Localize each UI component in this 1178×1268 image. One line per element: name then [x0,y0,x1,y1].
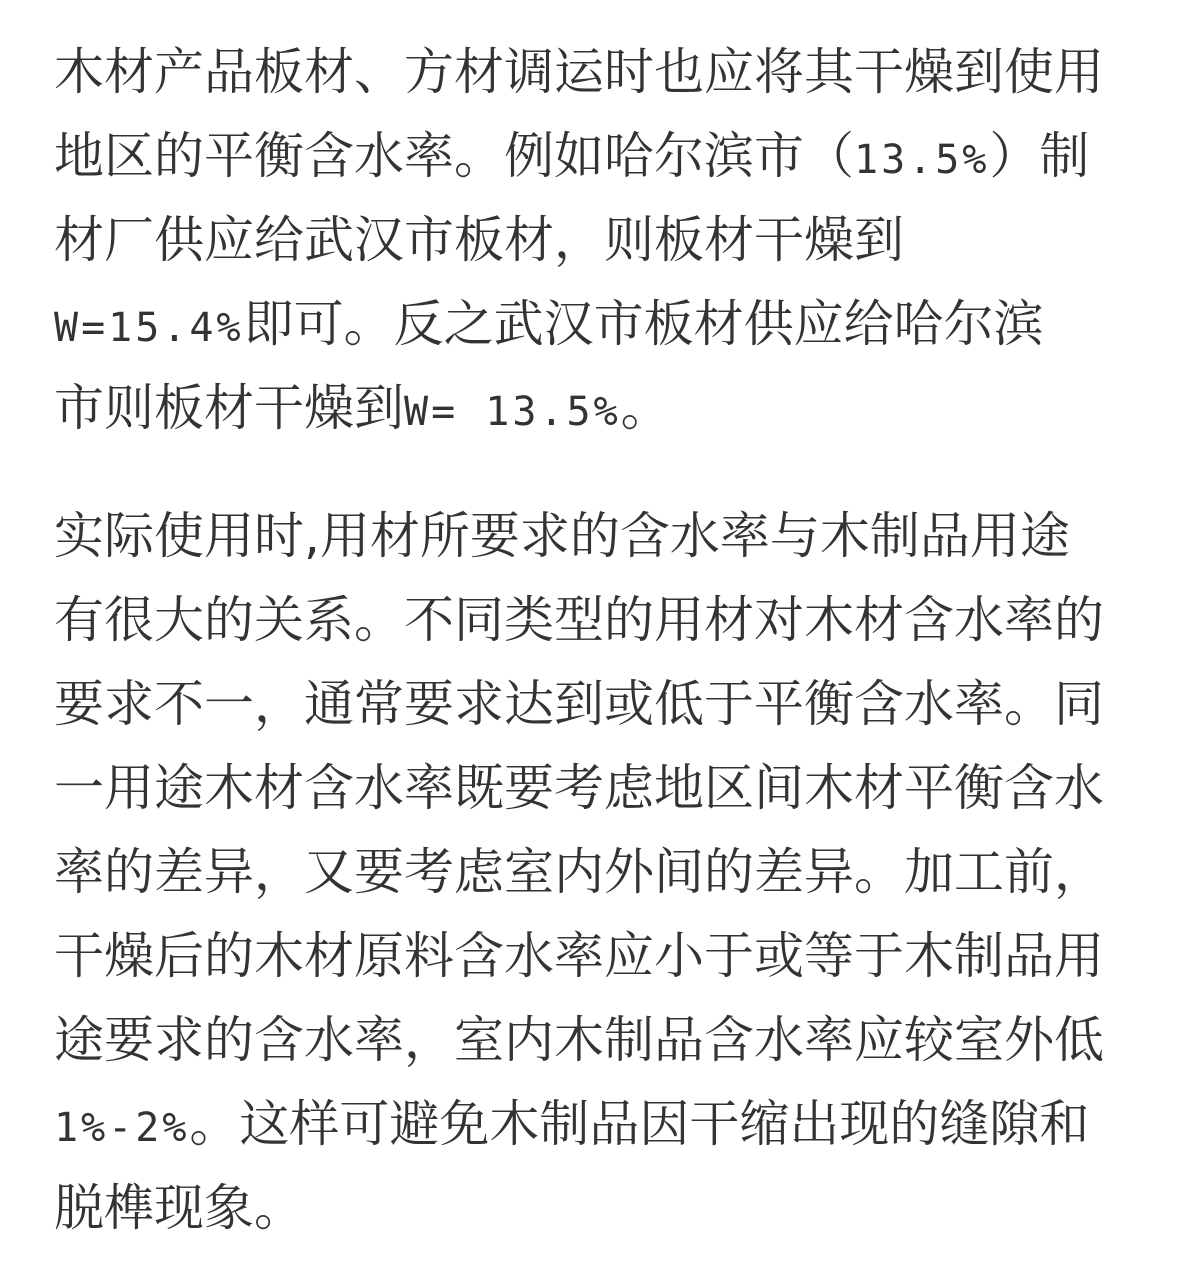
text-line: 途要求的含水率，室内木制品含水率应较室外低 [54,1011,1104,1069]
text-line: 要求不一，通常要求达到或低于平衡含水率。同 [54,675,1104,733]
text-line: 率的差异，又要考虑室内外间的差异。加工前， [54,843,1104,901]
text-line: 木材产品板材、方材调运时也应将其干燥到使用 [54,43,1104,101]
text-segment: 地区的平衡含水率。例如哈尔滨市（ [54,127,854,185]
text-line: 有很大的关系。不同类型的用材对木材含水率的 [54,591,1104,649]
text-segment: 。 [620,379,671,437]
text-line: 一用途木材含水率既要考虑地区间木材平衡含水 [54,759,1104,817]
text-line [54,366,1134,450]
article-body [54,30,1134,1250]
text-segment: 市则板材干燥到 [54,379,404,437]
text-segment: 即可。反之武汉市板材供应给哈尔滨 [243,295,1044,353]
moisture-range-value: 1%-2% [54,1105,190,1151]
text-line: 材厂供应给武汉市板材，则板材干燥到 [54,211,904,269]
text-line: 脱榫现象。 [54,1179,304,1237]
text-line [54,114,1134,198]
paragraph-moisture-transport [54,30,1134,450]
text-line: 干燥后的木材原料含水率应小于或等于木制品用 [54,927,1104,985]
paragraph-usage-requirements [54,494,1134,1250]
text-segment: 。这样可避免木制品因干缩出现的缝隙和 [189,1095,1090,1153]
text-segment: ）制 [989,127,1090,185]
moisture-value: W=15.4% [54,305,244,351]
text-line: 实际使用时,用材所要求的含水率与木制品用途 [54,507,1070,565]
moisture-value: W= 13.5% [404,389,621,435]
moisture-value: 13.5% [854,137,990,183]
paragraph-spacer [54,450,1134,494]
text-line [54,282,1134,366]
text-line [54,1082,1134,1166]
